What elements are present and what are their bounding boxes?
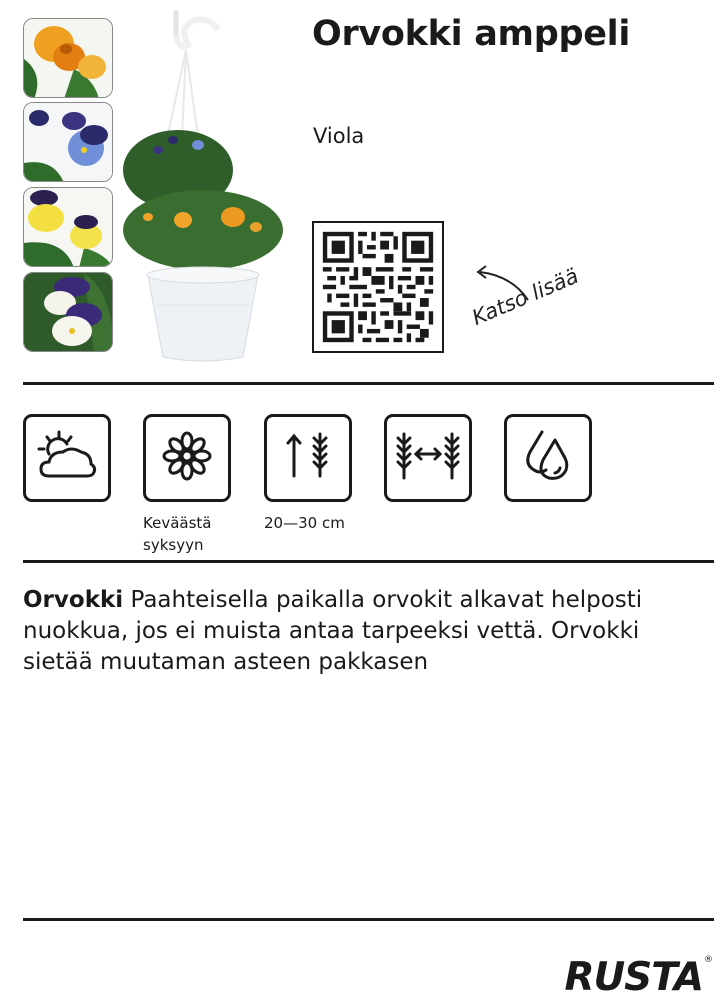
description-body: Paahteisella paikalla orvokit alkavat helposti nuokkua, jos ei muista antaa tarpeeksi vettä. Orvokki sietää muutaman asteen pakkasen (23, 587, 643, 675)
thumbnail-orange-pansy (23, 18, 113, 98)
flowering-icon-box (143, 414, 231, 502)
product-latin-name: Viola (313, 124, 365, 148)
sun-cloud-icon (35, 428, 99, 488)
registered-mark: ® (704, 955, 712, 965)
product-title: Orvokki amppeli (312, 14, 631, 54)
description-lead: Orvokki (23, 587, 124, 613)
height-icon (280, 430, 336, 486)
flower-icon (161, 430, 213, 486)
description-text (23, 585, 713, 678)
rusta-logo: RUSTA® (564, 955, 712, 1000)
flowering-period-label: Keväästä syksyyn (143, 514, 212, 554)
divider-top (23, 382, 714, 385)
watering-icon-box (504, 414, 592, 502)
water-drops-icon (522, 428, 574, 488)
divider-bottom (23, 918, 714, 921)
qr-code[interactable] (312, 221, 444, 353)
thumbnail-yellow-pansy (23, 187, 113, 267)
spacing-icon-box (384, 414, 472, 502)
divider-middle (23, 560, 714, 563)
sun-exposure-icon-box (23, 414, 111, 502)
thumbnail-white-purple-pansy (23, 272, 113, 352)
spacing-icon (392, 430, 464, 486)
height-label: 20—30 cm (264, 514, 345, 532)
qr-cta-label: Katso lisää (468, 263, 582, 330)
height-icon-box (264, 414, 352, 502)
thumbnail-blue-pansy (23, 102, 113, 182)
hanging-basket-image (118, 5, 288, 365)
